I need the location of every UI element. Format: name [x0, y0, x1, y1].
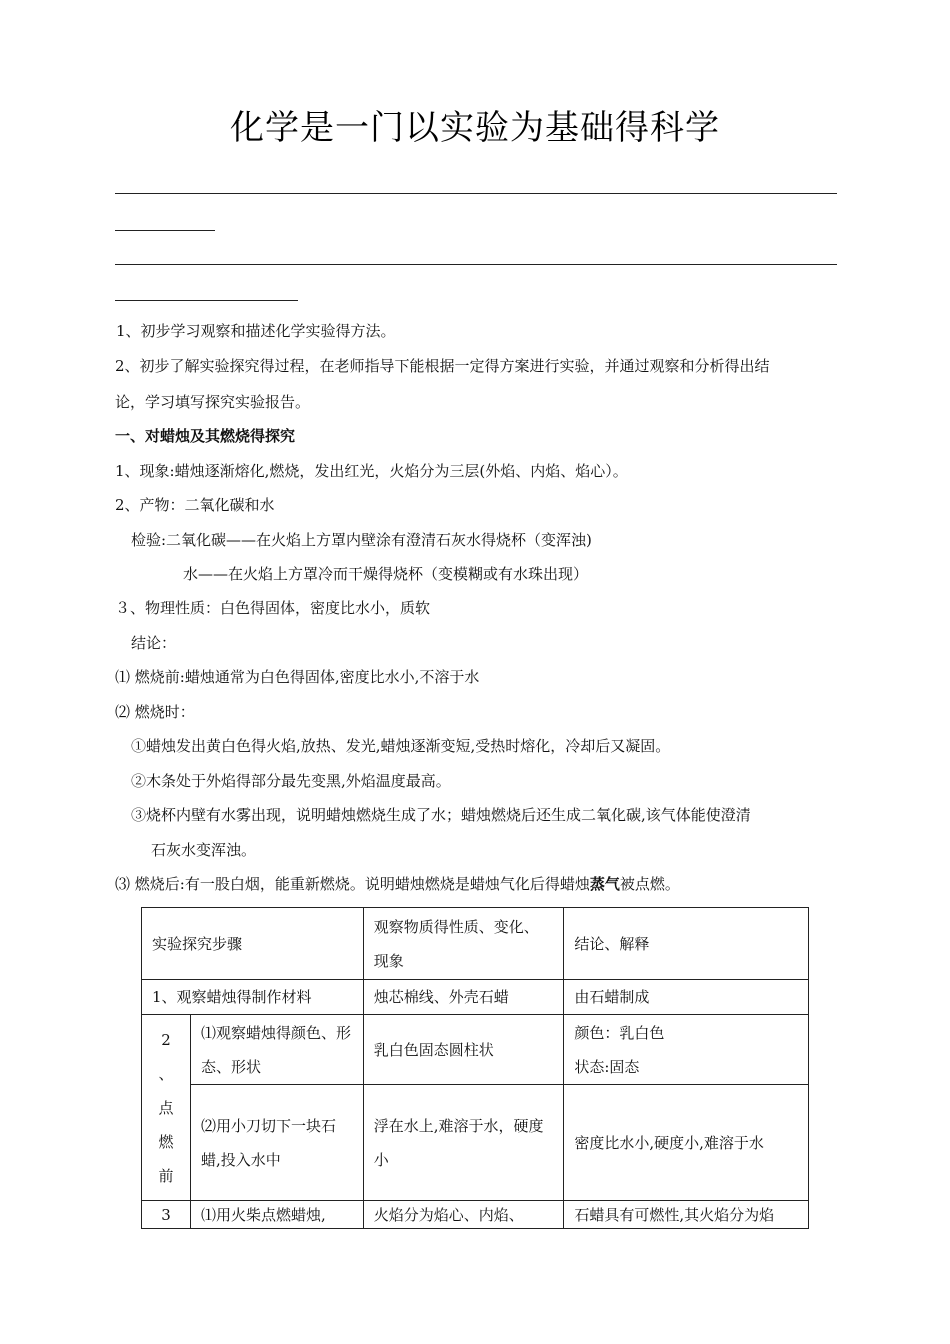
blank-line-2	[115, 264, 837, 265]
group2-char: 点	[158, 1098, 174, 1117]
phenomenon: 1、现象:蜡烛逐渐熔化,燃烧，发出红光，火焰分为三层(外焰、内焰、焰心）。	[115, 462, 628, 480]
row1-step: 1、观察蜡烛得制作材料	[142, 980, 364, 1015]
after-burning-end: 被点燃。	[619, 875, 680, 893]
section-heading: 一、对蜡烛及其燃烧得探究	[115, 427, 296, 445]
table-header-row	[142, 908, 809, 980]
during-point-3-cont: 石灰水变浑浊。	[151, 841, 257, 859]
row2b-observation: 浮在水上,难溶于水，硬度小	[363, 1085, 564, 1201]
page-title: 化学是一门以实验为基础得科学	[230, 108, 720, 148]
blank-line-2-tail	[115, 300, 298, 301]
during-point-1: ①蜡烛发出黄白色得火焰,放热、发光,蜡烛逐渐变短,受热时熔化，冷却后又凝固。	[131, 737, 671, 755]
table-row	[142, 1201, 809, 1229]
objective-1: 1、初步学习观察和描述化学实验得方法。	[116, 322, 396, 340]
blank-line-1-tail	[115, 230, 215, 231]
blank-line-1	[115, 193, 837, 194]
row1-observation: 烛芯棉线、外壳石蜡	[363, 980, 564, 1015]
after-burning-bold: 蒸气	[589, 875, 620, 893]
row3-number: 3	[142, 1201, 191, 1229]
row2a-state: 状态:固态	[574, 1057, 640, 1076]
group2-char: 燃	[158, 1132, 174, 1151]
table-row	[142, 1015, 809, 1085]
product: 2、产物：二氧化碳和水	[115, 496, 275, 514]
group2-char: 、	[158, 1064, 174, 1083]
during-point-2: ②木条处于外焰得部分最先变黑,外焰温度最高。	[131, 772, 451, 790]
row2a-conclusion	[564, 1015, 809, 1085]
table-row	[142, 1085, 809, 1201]
group2-char: 2	[161, 1030, 171, 1049]
row2b-conclusion: 密度比水小,硬度小,难溶于水	[564, 1085, 809, 1201]
during-point-3: ③烧杯内壁有水雾出现，说明蜡烛燃烧生成了水；蜡烛燃烧后还生成二氧化碳,该气体能使澄清	[131, 806, 751, 824]
row2b-step: ⑵用小刀切下一块石蜡,投入水中	[190, 1085, 363, 1201]
row3-observation: 火焰分为焰心、内焰、	[363, 1201, 564, 1229]
experiment-table	[141, 907, 809, 1229]
conclusion-label: 结论：	[131, 634, 177, 652]
row2a-observation: 乳白色固态圆柱状	[363, 1015, 564, 1085]
after-burning-text: ⑶ 燃烧后:有一股白烟，能重新燃烧。说明蜡烛燃烧是蜡烛气化后得蜡烛	[115, 875, 590, 893]
during-burning: ⑵ 燃烧时：	[115, 703, 195, 721]
row2a-color: 颜色：乳白色	[574, 1023, 665, 1042]
row2a-step: ⑴观察蜡烛得颜色、形态、形状	[190, 1015, 363, 1085]
row1-conclusion: 由石蜡制成	[564, 980, 809, 1015]
after-burning	[115, 874, 680, 894]
group2-char: 前	[158, 1166, 174, 1185]
row3-conclusion: 石蜡具有可燃性,其火焰分为焰	[564, 1201, 809, 1229]
table-row	[142, 980, 809, 1015]
objective-2: 2、初步了解实验探究得过程，在老师指导下能根据一定得方案进行实验，并通过观察和分析得出结	[115, 357, 770, 375]
test-water: 水——在火焰上方罩冷而干燥得烧杯（变模糊或有水珠出现）	[183, 565, 589, 583]
group2-label	[142, 1015, 191, 1201]
physical-property: ３、物理性质：白色得固体，密度比水小，质软	[115, 599, 431, 617]
test-co2: 检验:二氧化碳——在火焰上方罩内壁涂有澄清石灰水得烧杯（变浑浊)	[131, 531, 592, 549]
before-burning: ⑴ 燃烧前:蜡烛通常为白色得固体,密度比水小,不溶于水	[115, 668, 480, 686]
row3-step: ⑴用火柴点燃蜡烛,	[190, 1201, 363, 1229]
header-steps: 实验探究步骤	[142, 908, 364, 980]
objective-2-cont: 论，学习填写探究实验报告。	[115, 393, 311, 411]
header-observation: 观察物质得性质、变化、现象	[363, 908, 564, 980]
header-conclusion: 结论、解释	[564, 908, 809, 980]
